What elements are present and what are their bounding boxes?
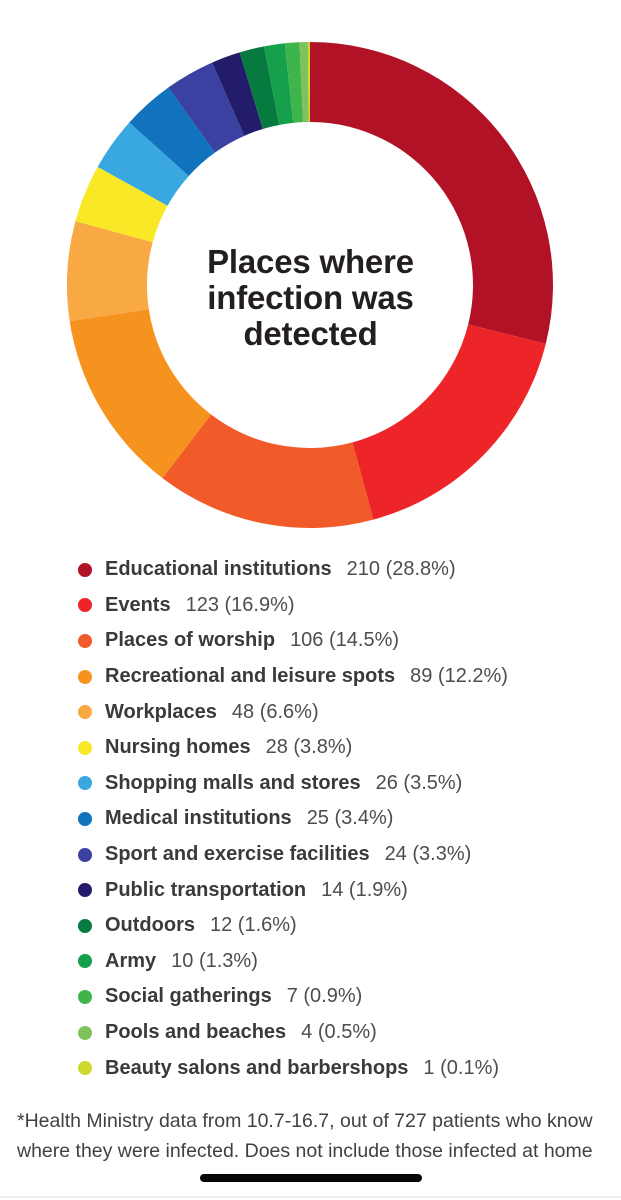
- legend-value: 1 (0.1%): [423, 1056, 500, 1079]
- legend-label: Pools and beaches: [105, 1021, 287, 1044]
- footnote-line-1: *Health Ministry data from 10.7-16.7, out of 727 patients who know: [17, 1110, 593, 1132]
- legend-color-dot: [78, 563, 92, 577]
- screen-bottom-edge: [0, 1196, 621, 1198]
- legend-item: [78, 659, 508, 695]
- chart-title: Places where infection was detected: [207, 243, 414, 352]
- legend-item: [78, 872, 508, 908]
- legend-value: 28 (3.8%): [265, 736, 353, 759]
- legend-color-dot: [78, 1026, 92, 1040]
- legend-label: Nursing homes: [105, 736, 251, 759]
- legend-color-dot: [78, 705, 92, 719]
- legend-label: Recreational and leisure spots: [105, 665, 396, 688]
- legend-label: Sport and exercise facilities: [105, 843, 370, 866]
- legend-value: 24 (3.3%): [384, 843, 472, 866]
- legend-color-dot: [78, 598, 92, 612]
- legend-value: 48 (6.6%): [231, 700, 319, 723]
- legend-item: [78, 979, 508, 1015]
- legend-value: 106 (14.5%): [290, 629, 400, 652]
- legend-item: [78, 801, 508, 837]
- legend-item: [78, 730, 508, 766]
- legend-label: Shopping malls and stores: [105, 771, 361, 794]
- legend-color-dot: [78, 1061, 92, 1075]
- legend-item: [78, 694, 508, 730]
- legend-value: 12 (1.6%): [210, 914, 297, 937]
- legend-color-dot: [78, 776, 92, 790]
- legend-item: [78, 908, 508, 944]
- legend-label: Medical institutions: [105, 807, 292, 830]
- legend-color-dot: [78, 990, 92, 1004]
- legend-item: [78, 1015, 508, 1051]
- legend-value: 14 (1.9%): [321, 878, 408, 901]
- legend-color-dot: [78, 634, 92, 648]
- legend-color-dot: [78, 812, 92, 826]
- home-indicator-bar: [200, 1174, 422, 1182]
- legend-label: Educational institutions: [105, 558, 332, 581]
- legend-item: [78, 1050, 508, 1086]
- legend-color-dot: [78, 741, 92, 755]
- legend-value: 10 (1.3%): [171, 949, 258, 972]
- legend-value: 25 (3.4%): [306, 807, 394, 830]
- legend-item: [78, 944, 508, 980]
- legend-value: 89 (12.2%): [410, 665, 508, 688]
- legend-value: 26 (3.5%): [375, 771, 463, 794]
- legend-value: 123 (16.9%): [185, 593, 295, 616]
- legend-label: Places of worship: [105, 629, 276, 652]
- legend-label: Army: [105, 949, 157, 972]
- legend-value: 7 (0.9%): [286, 985, 363, 1008]
- legend-value: 4 (0.5%): [301, 1021, 377, 1044]
- legend-item: [78, 837, 508, 873]
- legend-color-dot: [78, 670, 92, 684]
- legend-label: Public transportation: [105, 878, 307, 901]
- legend-color-dot: [78, 848, 92, 862]
- legend-label: Outdoors: [105, 914, 195, 937]
- legend-label: Social gatherings: [105, 985, 272, 1008]
- legend-label: Beauty salons and barbershops: [105, 1056, 409, 1079]
- donut-chart-section: [0, 0, 621, 545]
- legend-item: [78, 552, 508, 588]
- footnote: [17, 1106, 607, 1166]
- legend-item: [78, 588, 508, 624]
- donut-segment: [352, 324, 545, 519]
- footnote-line-2: where they were infected. Does not include those infected at home: [17, 1140, 593, 1162]
- legend-color-dot: [78, 919, 92, 933]
- legend-item: [78, 766, 508, 802]
- legend-color-dot: [78, 954, 92, 968]
- legend-color-dot: [78, 883, 92, 897]
- legend-label: Workplaces: [105, 700, 217, 723]
- legend-value: 210 (28.8%): [346, 558, 456, 581]
- legend-label: Events: [105, 593, 171, 616]
- legend: [78, 552, 508, 1086]
- legend-item: [78, 623, 508, 659]
